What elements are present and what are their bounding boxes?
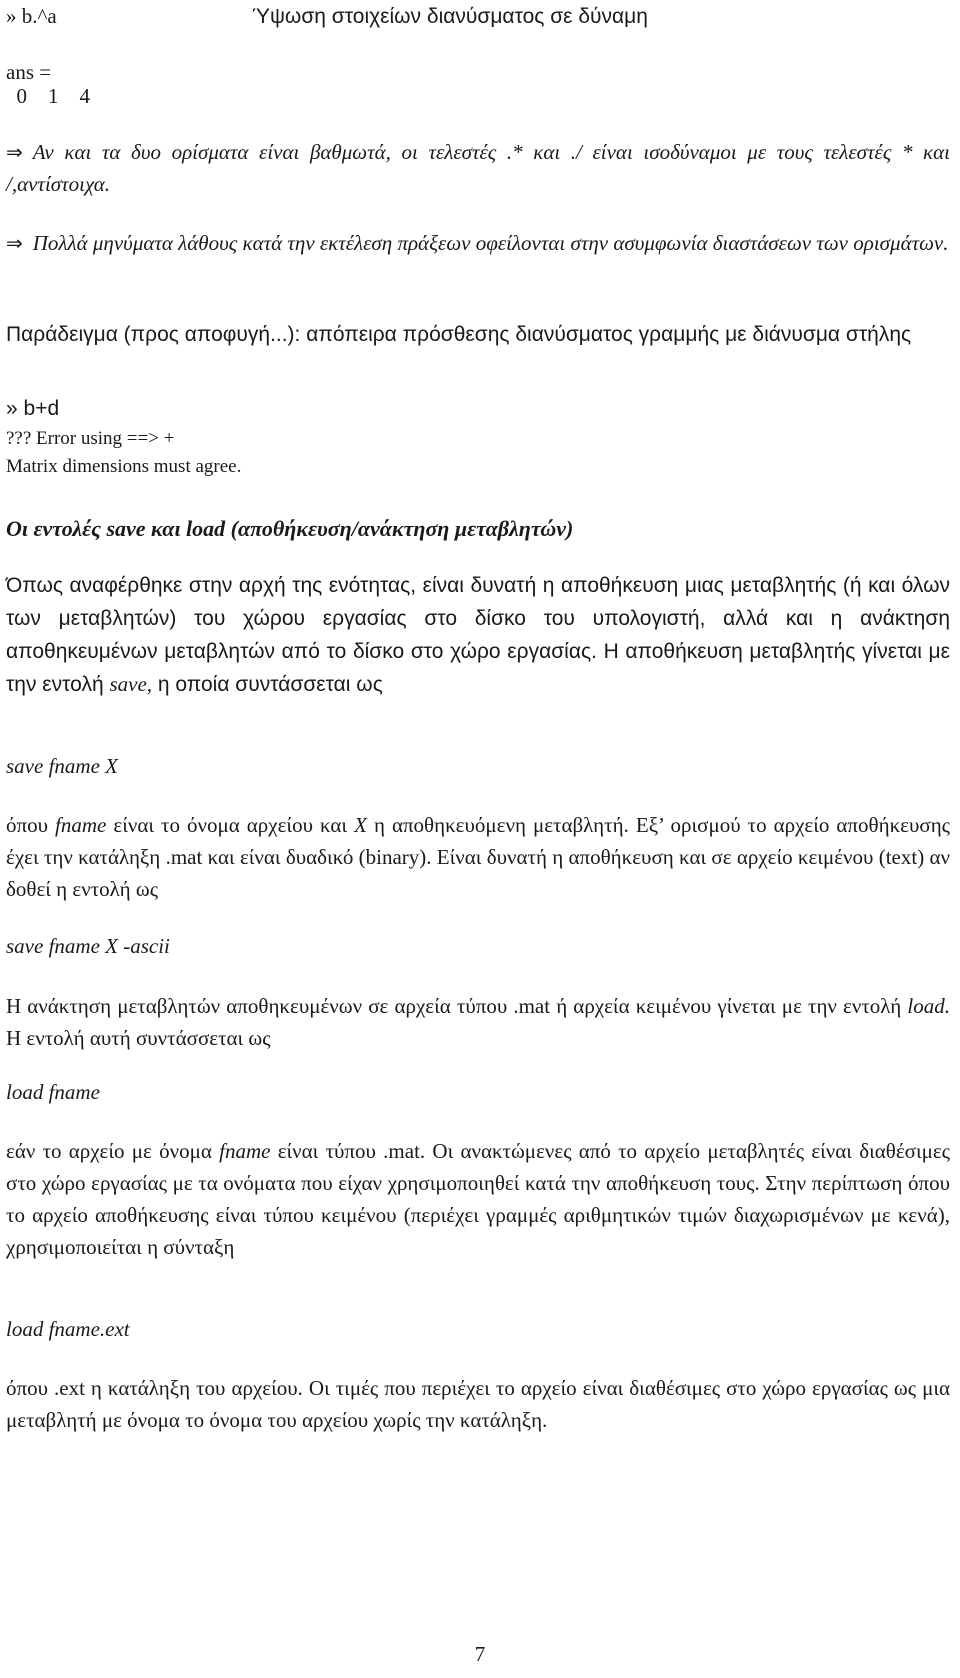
paragraph-4-text-a: εάν το αρχείο με όνομα bbox=[6, 1139, 220, 1163]
paragraph-5: όπου .ext η κατάληξη του αρχείου. Οι τιμές που περιέχει το αρχείο είναι διαθέσιμες στο χώρο εργασίας ως μια μεταβλητή με όνομα το όνομα του αρχείου χωρίς την κατάληξη. bbox=[6, 1376, 950, 1432]
syntax-load-ext: load fname.ext bbox=[6, 1317, 130, 1341]
paragraph-3-text-a: Η ανάκτηση μεταβλητών αποθηκευμένων σε αρχεία τύπου .mat ή αρχεία κειμένου γίνεται με την εντολή bbox=[6, 994, 908, 1018]
implies-arrow-icon: ⇒ bbox=[6, 140, 23, 164]
syntax-load: load fname bbox=[6, 1080, 100, 1104]
save-command: save, bbox=[109, 672, 153, 696]
syntax-save: save fname X bbox=[6, 754, 118, 778]
paragraph-2-text-c: η αποθηκευόμενη μεταβλητή. Εξ’ ορισμού το αρχείο αποθήκευσης έχει την κατάληξη .mat και είναι δυαδικό (binary). Είναι δυνατή η αποθήκευση και σε αρχείο κειμένου (text) αν δοθεί η εντολή ως bbox=[6, 813, 950, 901]
note-1-text: Αν και τα δυο ορίσματα είναι βαθμωτά, οι τελεστές .* και ./ είναι ισοδύναμοι με τους τελεστές * και /,αντίστοιχα. bbox=[6, 140, 950, 196]
paragraph-3-text-b: Η εντολή αυτή συντάσσεται ως bbox=[6, 1026, 271, 1050]
paragraph-4 bbox=[6, 1135, 950, 1263]
paragraph-1-text-b: η οποία συντάσσεται ως bbox=[152, 673, 383, 696]
note-1 bbox=[6, 136, 950, 200]
load-command: load. bbox=[907, 994, 950, 1018]
paragraph-4-text-b: είναι τύπου .mat. Οι ανακτώμενες από το αρχείο μεταβλητές είναι διαθέσιμες στο χώρο εργασίας με τα ονόματα που είχαν χρησιμοποιηθεί κατά την αποθήκευση τους. Στην περίπτωση όπου το αρχείο αποθήκευσης είναι τύπου κειμένου (περιέχει γραμμές αριθμητικών τιμών διαχωρισμένων με κενά), χρησιμοποιείται η σύνταξη bbox=[6, 1139, 950, 1259]
code-title-line bbox=[252, 0, 952, 33]
paragraph-1-text-a: Όπως αναφέρθηκε στην αρχή της ενότητας, είναι δυνατή η αποθήκευση μιας μεταβλητής (ή και όλων των μεταβλητών) του χώρου εργασίας στο δίσκο του υπολογιστή, αλλά και η ανάκτηση αποθηκευμένων μεταβλητών από το δίσκο στο χώρο εργασίας. Η αποθήκευση μεταβλητής γίνεται με την εντολή bbox=[6, 574, 950, 696]
code-prompt: » b.^a bbox=[6, 4, 57, 28]
paragraph-2-text-a: όπου bbox=[6, 813, 56, 837]
section-heading: Οι εντολές save και load (αποθήκευση/ανάκτηση μεταβλητών) bbox=[6, 516, 574, 541]
syntax-save-ascii: save fname X -ascii bbox=[6, 934, 170, 958]
paragraph-1 bbox=[6, 569, 950, 701]
ans-values: 0 1 4 bbox=[6, 84, 90, 108]
code-prompt-2: » b+d bbox=[6, 397, 60, 420]
note-2-text: Πολλά μηνύματα λάθους κατά την εκτέλεση πράξεων οφείλονται στην ασυμφωνία διαστάσεων των ορισμάτων. bbox=[32, 231, 949, 255]
paragraph-2-text-b: είναι το όνομα αρχείου και bbox=[106, 813, 355, 837]
error-line: ??? Error using ==> + bbox=[6, 428, 175, 449]
implies-arrow-icon: ⇒ bbox=[6, 231, 23, 255]
page-number: 7 bbox=[474, 1642, 486, 1666]
ans-label: ans = bbox=[6, 60, 52, 84]
fname-term: fname bbox=[55, 813, 107, 837]
paragraph-3 bbox=[6, 990, 950, 1054]
x-term: X bbox=[354, 813, 367, 837]
paragraph-2 bbox=[6, 809, 950, 905]
example-intro: Παράδειγμα (προς αποφυγή...): απόπειρα πρόσθεσης διανύσματος γραμμής με διάνυσμα στήλης bbox=[6, 323, 912, 346]
error-message: Matrix dimensions must agree. bbox=[6, 456, 242, 477]
note-2 bbox=[6, 227, 950, 259]
code-title: Ύψωση στοιχείων διανύσματος σε δύναμη bbox=[252, 5, 648, 28]
fname-term-2: fname bbox=[219, 1139, 271, 1163]
